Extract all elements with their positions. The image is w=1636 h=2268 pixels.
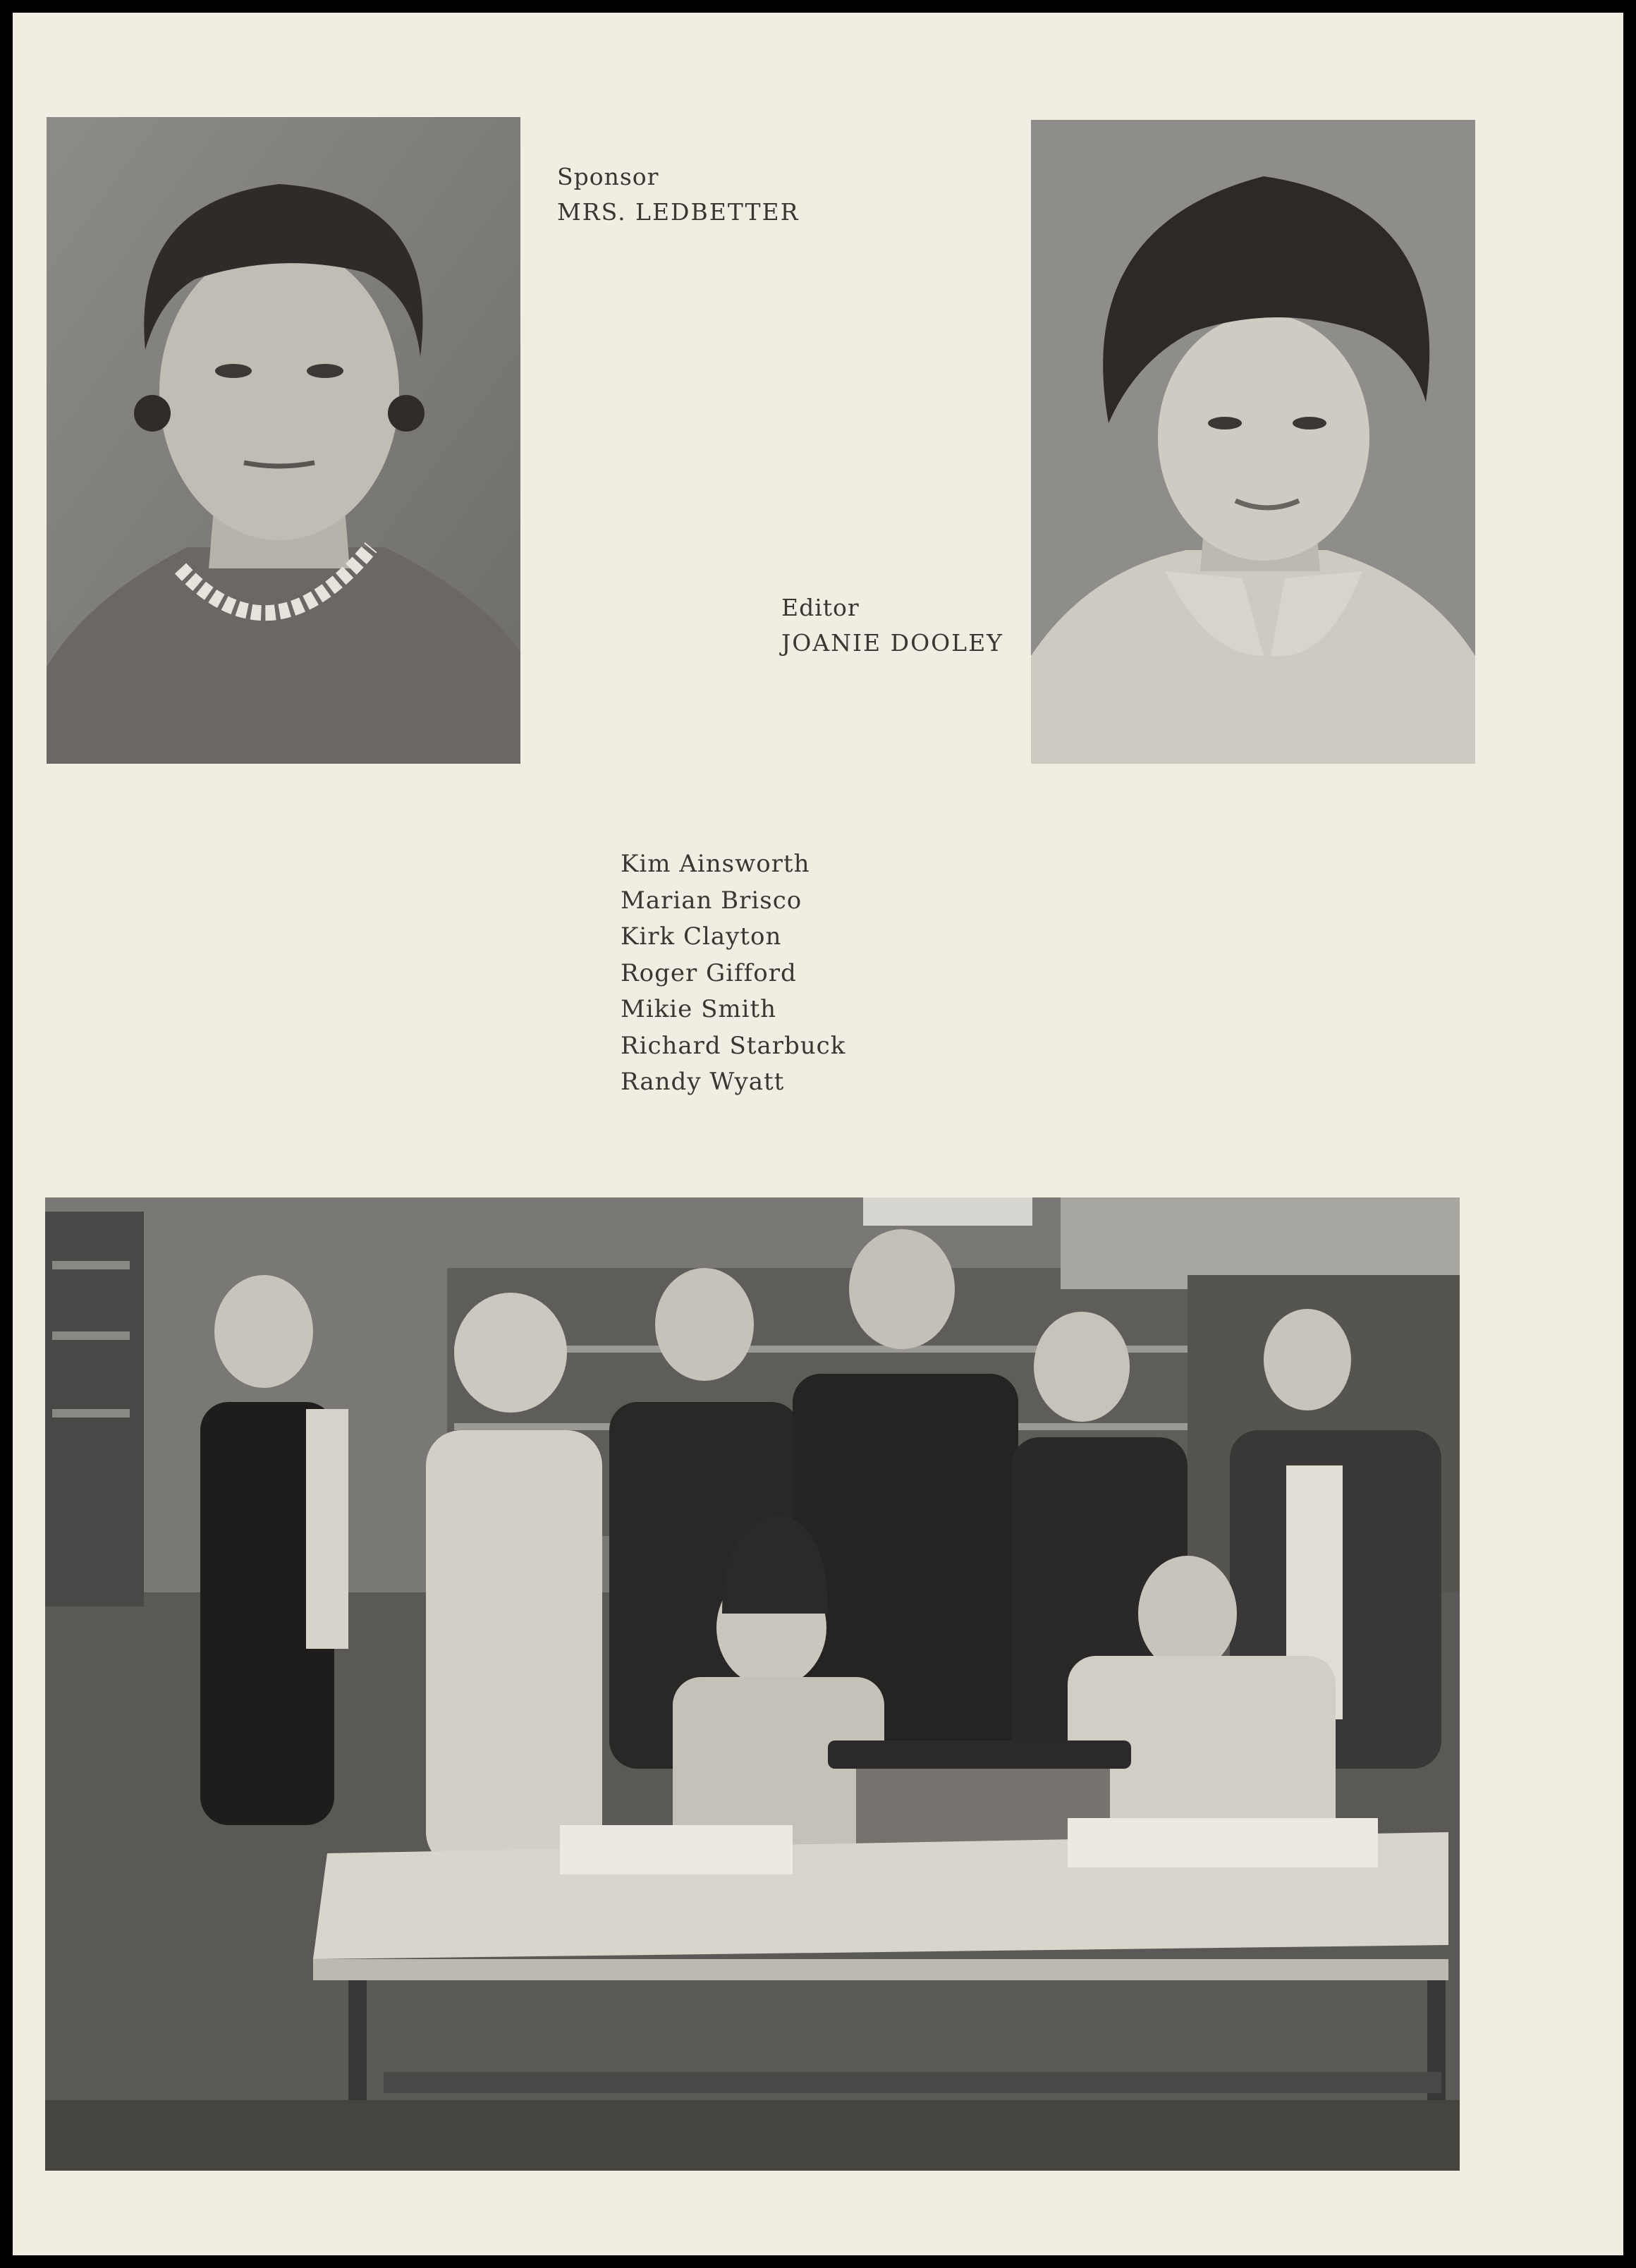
staff-name: Randy Wyatt [621,1068,785,1096]
staff-name: Marian Brisco [621,886,802,915]
sponsor-name: MRS. LEDBETTER [557,198,800,226]
staff-group-photo [45,1197,1460,2171]
editor-caption [781,590,1003,661]
staff-name: Kirk Clayton [621,922,782,951]
sponsor-role: Sponsor [557,163,659,190]
staff-name: Mikie Smith [621,995,777,1023]
sponsor-caption [557,159,799,230]
editor-portrait [1031,120,1475,764]
staff-name: Kim Ainsworth [621,850,810,878]
editor-name: JOANIE DOOLEY [781,629,1003,657]
staff-list [621,846,846,1101]
editor-role: Editor [781,594,860,621]
yearbook-page [13,13,1623,2255]
sponsor-portrait [47,117,520,764]
staff-name: Richard Starbuck [621,1031,846,1060]
staff-name: Roger Gifford [621,958,797,987]
